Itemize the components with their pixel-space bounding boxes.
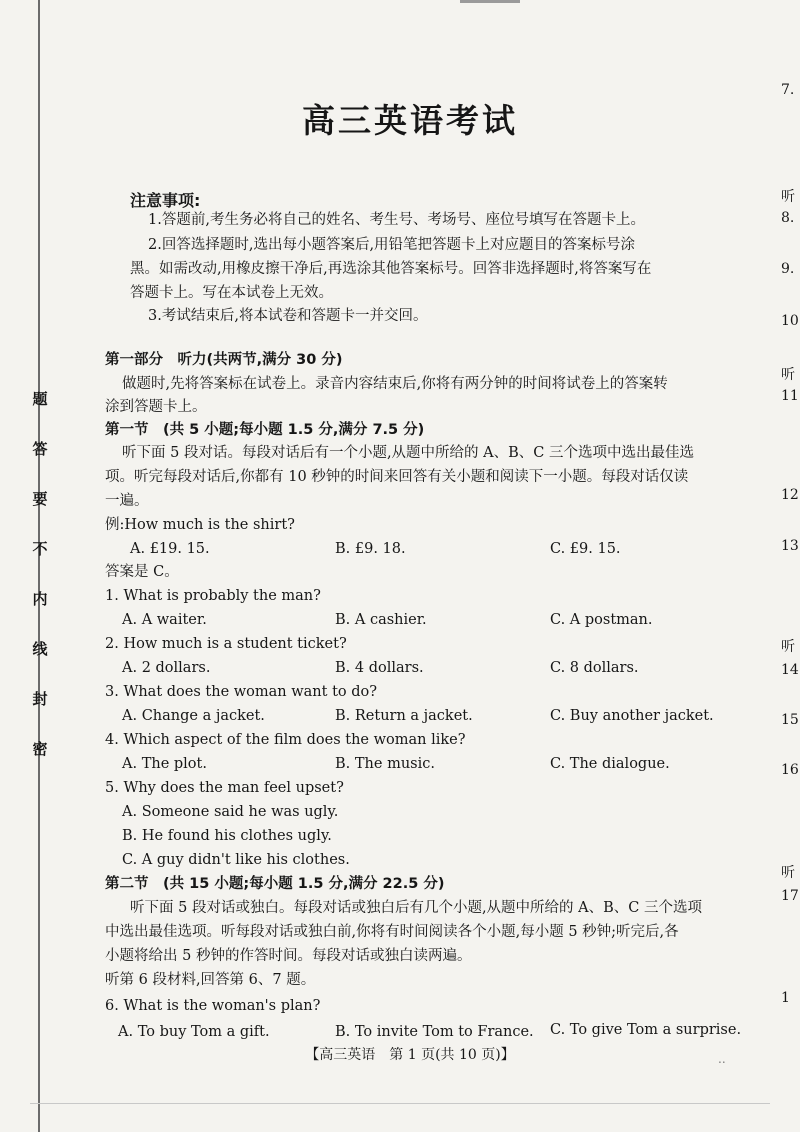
binding-char: 密 xyxy=(32,740,48,758)
section2-heading: 第二节 (共 15 小题;每小题 1.5 分,满分 22.5 分) xyxy=(105,876,445,892)
edge-fragment: 听 xyxy=(781,189,795,205)
notice-line: 1.答题前,考生务必将自己的姓名、考生号、考场号、座位号填写在答题卡上。 xyxy=(148,212,645,228)
next-page-edge xyxy=(766,0,800,1132)
notice-line: 3.考试结束后,将本试卷和答题卡一并交回。 xyxy=(148,308,428,324)
edge-fragment: 17 xyxy=(781,888,799,904)
example-option-b: B. £9. 18. xyxy=(335,541,406,557)
q2-option-b: B. 4 dollars. xyxy=(335,660,424,676)
q1-option-b: B. A cashier. xyxy=(335,612,427,628)
edge-fragment: 13 xyxy=(781,538,799,554)
section2-intro: 听下面 5 段对话或独白。每段对话或独白后有几个小题,从题中所给的 A、B、C 三个选项 xyxy=(130,900,702,916)
question-2: 2. How much is a student ticket? xyxy=(105,636,347,652)
example-answer: 答案是 C。 xyxy=(105,564,179,580)
edge-fragment: 8. xyxy=(781,210,795,226)
page-title: 高三英语考试 xyxy=(302,101,518,140)
notice-heading: 注意事项: xyxy=(130,191,201,210)
q6-option-a: A. To buy Tom a gift. xyxy=(118,1024,270,1040)
question-3: 3. What does the woman want to do? xyxy=(105,684,378,700)
q3-option-a: A. Change a jacket. xyxy=(122,708,265,724)
footer-mark: .. xyxy=(718,1052,726,1066)
edge-fragment: 10 xyxy=(781,313,799,329)
example-option-a: A. £19. 15. xyxy=(130,541,210,557)
binding-char: 不 xyxy=(32,540,48,558)
q3-option-c: C. Buy another jacket. xyxy=(550,708,714,724)
edge-fragment: 1 xyxy=(781,990,790,1006)
edge-fragment: 9. xyxy=(781,261,795,277)
question-4: 4. Which aspect of the film does the woman like? xyxy=(105,732,466,748)
edge-fragment: 听 xyxy=(781,865,795,881)
q2-option-c: C. 8 dollars. xyxy=(550,660,639,676)
q4-option-c: C. The dialogue. xyxy=(550,756,670,772)
part1-intro: 做题时,先将答案标在试卷上。录音内容结束后,你将有两分钟的时间将试卷上的答案转 xyxy=(122,376,668,392)
binding-char: 内 xyxy=(32,590,48,608)
binding-char: 要 xyxy=(32,490,48,508)
question-1: 1. What is probably the man? xyxy=(105,588,321,604)
edge-fragment: 7. xyxy=(781,82,795,98)
question-5: 5. Why does the man feel upset? xyxy=(105,780,344,796)
binding-char: 答 xyxy=(32,440,48,458)
notice-line: 答题卡上。写在本试卷上无效。 xyxy=(130,285,333,301)
part1-heading: 第一部分 听力(共两节,满分 30 分) xyxy=(105,352,343,368)
binding-char: 题 xyxy=(32,390,48,408)
q1-option-a: A. A waiter. xyxy=(122,612,207,628)
top-scan-mark xyxy=(460,0,520,3)
q6-option-c: C. To give Tom a surprise. xyxy=(550,1022,742,1038)
example-question: 例:How much is the shirt? xyxy=(105,517,295,533)
part1-intro: 涂到答题卡上。 xyxy=(105,399,207,415)
binding-line xyxy=(38,0,40,1132)
q6-option-b: B. To invite Tom to France. xyxy=(335,1024,534,1040)
q5-option-a: A. Someone said he was ugly. xyxy=(122,804,339,820)
bottom-edge xyxy=(30,1103,770,1104)
edge-fragment: 12 xyxy=(781,487,799,503)
section1-intro: 听下面 5 段对话。每段对话后有一个小题,从题中所给的 A、B、C 三个选项中选出最佳选 xyxy=(122,445,694,461)
notice-line: 黑。如需改动,用橡皮擦干净后,再选涂其他答案标号。回答非选择题时,将答案写在 xyxy=(130,261,652,277)
binding-char: 封 xyxy=(32,690,48,708)
section2-intro: 中选出最佳选项。听每段对话或独白前,你将有时间阅读各个小题,每小题 5 秒钟;听完后,各 xyxy=(105,924,679,940)
notice-line: 2.回答选择题时,选出每小题答案后,用铅笔把答题卡上对应题目的答案标号涂 xyxy=(148,237,636,253)
binding-char: 线 xyxy=(32,640,48,658)
q5-option-c: C. A guy didn't like his clothes. xyxy=(122,852,350,868)
q4-option-b: B. The music. xyxy=(335,756,435,772)
q4-option-a: A. The plot. xyxy=(122,756,207,772)
section2-intro: 小题将给出 5 秒钟的作答时间。每段对话或独白读两遍。 xyxy=(105,948,472,964)
q5-option-b: B. He found his clothes ugly. xyxy=(122,828,332,844)
section1-intro: 项。听完每段对话后,你都有 10 秒钟的时间来回答有关小题和阅读下一小题。每段对话仅读 xyxy=(105,469,689,485)
q1-option-c: C. A postman. xyxy=(550,612,653,628)
q2-option-a: A. 2 dollars. xyxy=(122,660,211,676)
edge-fragment: 听 xyxy=(781,639,795,655)
material-instruction: 听第 6 段材料,回答第 6、7 题。 xyxy=(105,972,316,988)
question-6: 6. What is the woman's plan? xyxy=(105,998,321,1014)
section1-heading: 第一节 (共 5 小题;每小题 1.5 分,满分 7.5 分) xyxy=(105,422,425,438)
edge-fragment: 14 xyxy=(781,662,799,678)
edge-fragment: 11 xyxy=(781,388,799,404)
page-footer: 【高三英语 第 1 页(共 10 页)】 xyxy=(305,1047,515,1063)
edge-fragment: 16 xyxy=(781,762,799,778)
section1-intro: 一遍。 xyxy=(105,493,149,509)
example-option-c: C. £9. 15. xyxy=(550,541,621,557)
edge-fragment: 15 xyxy=(781,712,799,728)
q3-option-b: B. Return a jacket. xyxy=(335,708,473,724)
edge-fragment: 听 xyxy=(781,367,795,383)
